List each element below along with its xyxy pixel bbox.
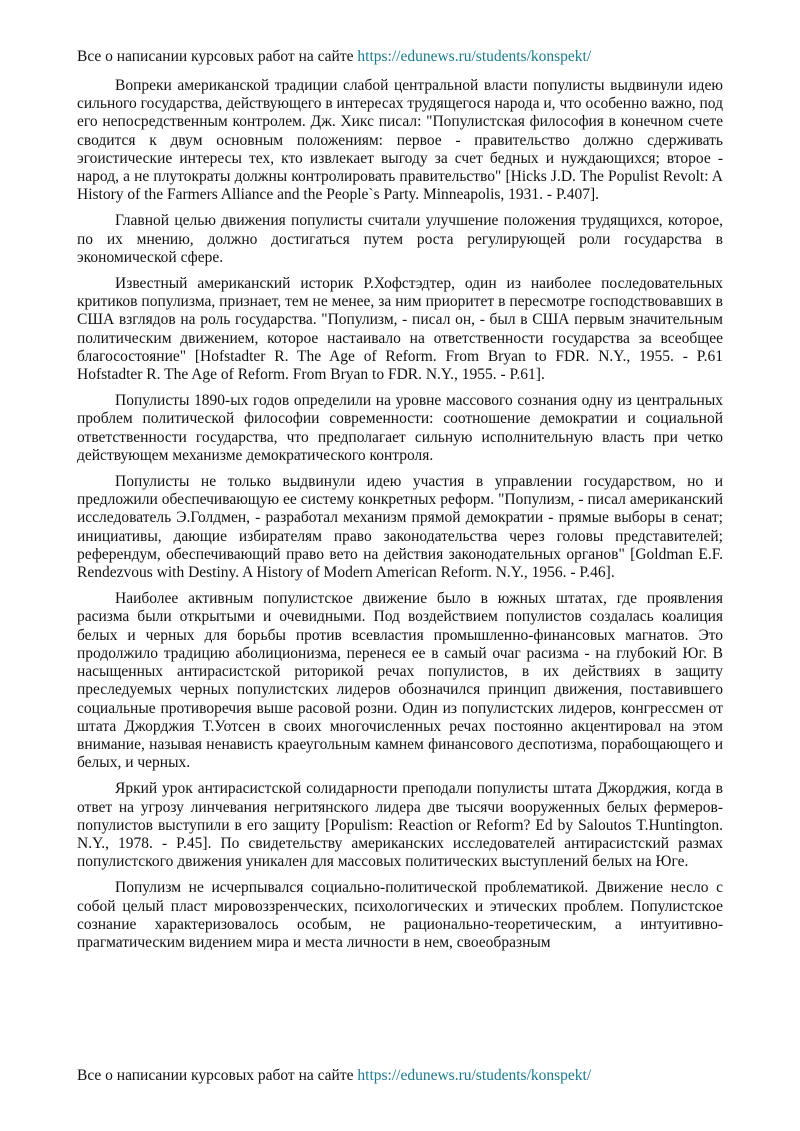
page-footer (77, 1066, 591, 1086)
footer-text: Все о написании курсовых работ на сайте (77, 1067, 354, 1084)
paragraph-7: Яркий урок антирасистской солидарности преподали популисты штата Джорджия, когда в ответ на угрозу линчевания негритянского лидера две тысячи вооруженных белых фермеров-популистов выступили в его защиту [Populism: Reaction or Reform? Ed by Saloutos T.Huntington. N.Y., 1978. - P.45]. По свидетельству американских исследователей антирасистский размах популистского движения уникален для массовых политических выступлений белых на Юге. (77, 780, 723, 871)
paragraph-8: Популизм не исчерпывался социально-политической проблематикой. Движение несло с собой целый пласт мировоззренческих, психологических и этических проблем. Популистское сознание характеризовалось особым, не рационально-теоретическим, а интуитивно-прагматическим видением мира и места личности в нем, своеобразным (77, 879, 723, 951)
header-link[interactable]: https://edunews.ru/students/konspekt/ (357, 48, 592, 65)
paragraph-5: Популисты не только выдвинули идею участия в управлении государством, но и предложили обеспечивающую ее систему конкретных реформ. "Популизм, - писал американский исследователь Э.Голдмен, - разработал механизм прямой демократии - прямые выборы в сенат; инициативы, дающие избирателям право законодательства через головы представителей; референдум, обеспечивающий право вето на действия законодательных органов" [Goldman E.F. Rendezvous with Destiny. A History of Modern American Reform. N.Y., 1956. - P.46]. (77, 473, 723, 582)
paragraph-2: Главной целью движения популисты считали улучшение положения трудящихся, которое, по их мнению, должно достигаться путем роста регулирующей роли государства в экономической сфере. (77, 212, 723, 266)
document-body (77, 77, 723, 960)
header-text: Все о написании курсовых работ на сайте (77, 48, 354, 65)
paragraph-6: Наиболее активным популистское движение было в южных штатах, где проявления расизма были открытыми и очевидными. Под воздействием популистов создалась коалиция белых и черных для борьбы против всевластия промышленно-финансовых магнатов. Это продолжило традицию аболиционизма, перенеся ее в самый очаг расизма - на глубокий Юг. В насыщенных антирасистской риторикой речах популистов, в их действиях в защиту преследуемых черных популистских лидеров обозначился принцип движения, поставившего социальные противоречия выше расовой розни. Один из популистских лидеров, конгрессмен от штата Джорджия Т.Уотсен в своих многочисленных речах постоянно акцентировал на этом внимание, называя ненависть краеугольным камнем финансового деспотизма, порабощающего и белых, и черных. (77, 590, 723, 772)
paragraph-4: Популисты 1890-ых годов определили на уровне массового сознания одну из центральных проблем политической философии современности: соотношение демократии и социальной ответственности государства, что предполагает сильную исполнительную власть при четко действующем механизме демократического контроля. (77, 392, 723, 464)
footer-link[interactable]: https://edunews.ru/students/konspekt/ (357, 1067, 592, 1084)
paragraph-3: Известный американский историк Р.Хофстэдтер, один из наиболее последовательных критиков популизма, признает, тем не менее, за ним приоритет в пересмотре господствовавших в США взглядов на роль государства. "Популизм, - писал он, - был в США первым значительным политическим движением, которое настаивало на ответственности государства за всеобщее благосостояние" [Hofstadter R. The Age of Reform. From Bryan to FDR. N.Y., 1955. - P.61 Hofstadter R. The Age of Reform. From Bryan to FDR. N.Y., 1955. - P.61]. (77, 275, 723, 384)
page-header (77, 47, 591, 67)
paragraph-1: Вопреки американской традиции слабой центральной власти популисты выдвинули идею сильного государства, действующего в интересах трудящегося народа и, что особенно важно, под его непосредственным контролем. Дж. Хикс писал: "Популистская философия в конечном счете сводится к двум основным положениям: первое - правительство должно сдерживать эгоистические интересы тех, кто извлекает выгоду за счет бедных и нуждающихся; второе - народ, а не плутократы должны контролировать правительство" [Hicks J.D. The Populist Revolt: A History of the Farmers Alliance and the People`s Party. Minneapolis, 1931. - P.407]. (77, 77, 723, 204)
